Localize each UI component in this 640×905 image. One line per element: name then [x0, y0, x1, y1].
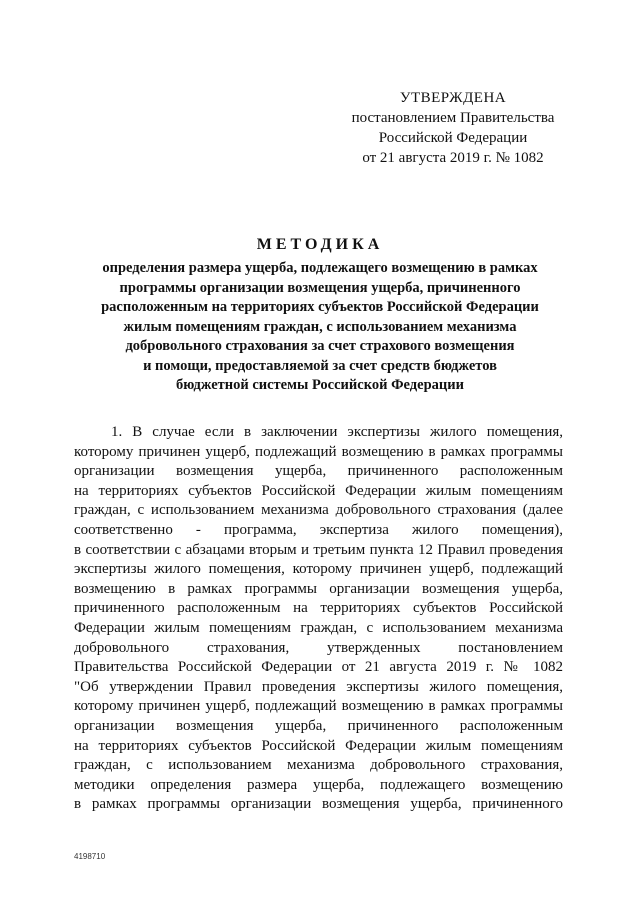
subtitle-line: добровольного страхования за счет страхового возмещения	[125, 338, 515, 354]
approval-stamp	[338, 88, 568, 168]
document-number: 4198710	[74, 852, 106, 861]
body-line: 1. В случае если в заключении экспертизы жилого помещения,	[111, 424, 563, 440]
body-line: методики определения размера ущерба, подлежащего возмещению	[74, 776, 563, 793]
subtitle-line: бюджетной системы Российской Федерации	[176, 377, 464, 393]
body-line: граждан, с использованием механизма добровольного страхования (далее	[74, 502, 563, 519]
approval-line: от 21 августа 2019 г. № 1082	[362, 150, 544, 166]
body-line: Правительства Российской Федерации от 21 августа 2019 г. № 1082	[74, 659, 563, 676]
document-subtitle	[70, 259, 570, 396]
body-line: на территориях субъектов Российской Федерации жилым помещениям	[74, 737, 563, 754]
body-line: Федерации жилым помещениям граждан, с использованием механизма	[74, 619, 563, 636]
body-line: на территориях субъектов Российской Федерации жилым помещениям	[74, 482, 563, 499]
body-line: "Об утверждении Правил проведения экспертизы жилого помещения,	[74, 678, 563, 695]
body-line: которому причинен ущерб, подлежащий возмещению в рамках программы	[74, 443, 563, 460]
body-line: которому причинен ущерб, подлежащий возмещению в рамках программы	[74, 698, 563, 715]
body-line: граждан, с использованием механизма добровольного страхования,	[74, 757, 563, 774]
body-line: организации возмещения ущерба, причиненного расположенным	[74, 717, 563, 734]
approval-line: Российской Федерации	[378, 130, 528, 146]
subtitle-line: расположенным на территориях субъектов Российской Федерации	[101, 299, 539, 315]
body-line: в соответствии с абзацами вторым и третьим пункта 12 Правил проведения	[74, 541, 563, 558]
approval-title: УТВЕРЖДЕНА	[399, 90, 507, 106]
body-line: возмещению в рамках программы организации возмещения ущерба,	[74, 580, 563, 597]
document-title: МЕТОДИКА	[256, 236, 384, 253]
subtitle-line: и помощи, предоставляемой за счет средств бюджетов	[143, 357, 497, 374]
body-line: соответственно - программа, экспертиза жилого помещения),	[74, 521, 563, 538]
approval-line: постановлением Правительства	[351, 110, 555, 126]
body-line: добровольного страхования, утвержденных постановлением	[74, 639, 563, 656]
subtitle-line: определения размера ущерба, подлежащего возмещению в рамках	[102, 260, 538, 276]
body-line: организации возмещения ущерба, причиненного расположенным	[74, 463, 563, 480]
body-paragraph	[74, 423, 563, 815]
subtitle-line: программы организации возмещения ущерба, причиненного	[119, 279, 521, 296]
body-line: в рамках программы организации возмещения ущерба, причиненного	[74, 796, 563, 813]
subtitle-line: жилым помещениям граждан, с использованием механизма	[123, 318, 517, 335]
body-line: экспертизы жилого помещения, которому причинен ущерб, подлежащий	[74, 561, 563, 578]
body-line: причиненного расположенным на территориях субъектов Российской	[74, 600, 563, 617]
